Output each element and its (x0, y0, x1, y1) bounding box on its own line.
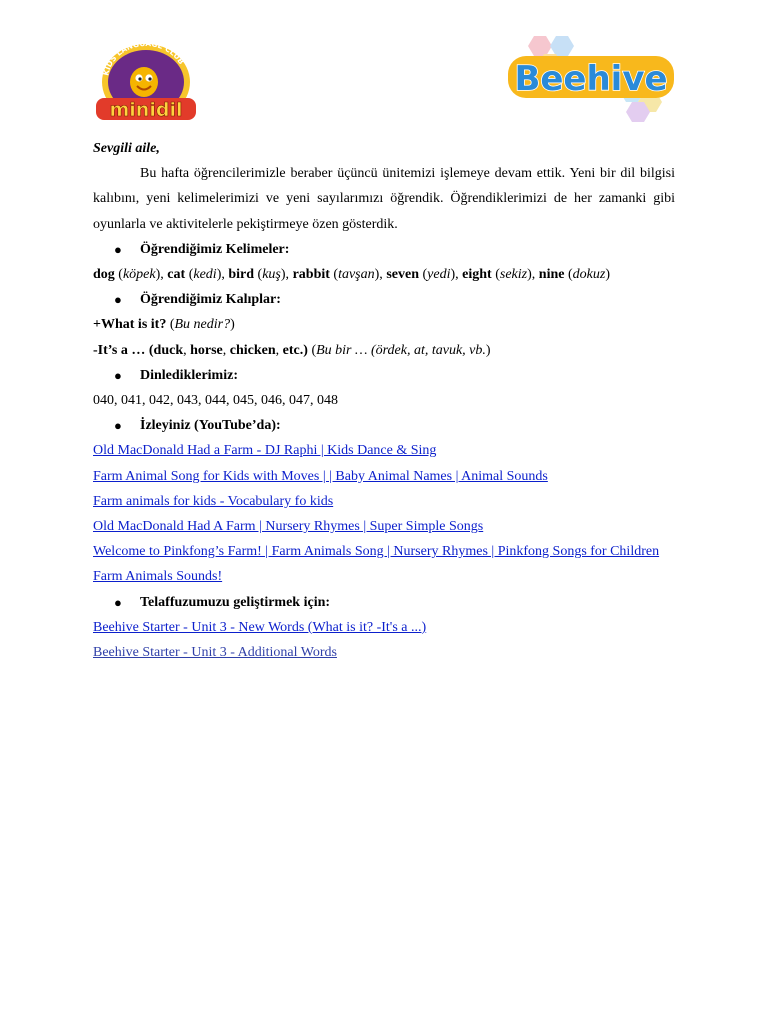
video-link-farm-animal-song[interactable]: Farm Animal Song for Kids with Moves | | Baby Animal Names | Animal Sounds (93, 468, 548, 484)
words-list: dog (köpek), cat (kedi), bird (kuş), rabbit (tavşan), seven (yedi), eight (sekiz), nine (dokuz) (93, 267, 610, 283)
pattern-answer: -It’s a … (duck, horse, chicken, etc.) (Bu bir … (ördek, at, tavuk, vb.) (93, 342, 491, 358)
beehive-logo (506, 34, 678, 124)
letter-body (93, 136, 675, 665)
pronunciation-heading: ● Telaffuzumuzu geliştirmek için: (93, 590, 675, 615)
minidil-logo (92, 38, 200, 122)
video-link-pinkfong-farm[interactable]: Welcome to Pinkfong’s Farm! | Farm Animals Song | Nursery Rhymes | Pinkfong Songs for Children (93, 544, 660, 560)
bullet-icon: ● (114, 292, 122, 308)
video-link-farm-animals-vocabulary[interactable]: Farm animals for kids - Vocabulary fo kids (93, 493, 334, 509)
pronunciation-link-additional-words[interactable]: Beehive Starter - Unit 3 - Additional Words (93, 645, 337, 661)
bullet-icon: ● (114, 594, 122, 610)
bullet-icon: ● (114, 418, 122, 434)
intro-paragraph: Bu hafta öğrencilerimizle beraber üçüncü ünitemizi işlemeye devam ettik. Yeni bir dil bilgisi kalıbını, yeni kelimelerimizi ve yeni sayılarımızı öğrendik. Öğrendiklerimizi de her zamanki gibi oyunlarla ve aktivitelerle pekiştirmeye özen gösterdik. (93, 166, 675, 232)
patterns-heading: ● Öğrendiğimiz Kalıplar: (93, 287, 675, 312)
listening-tracks: 040, 041, 042, 043, 044, 045, 046, 047, 048 (93, 393, 338, 409)
words-heading: ● Öğrendiğimiz Kelimeler: (93, 237, 675, 262)
bullet-icon: ● (114, 241, 122, 257)
svg-text:KIDS LANGUAGE CLUB: KIDS LANGUAGE CLUB (101, 38, 187, 77)
svg-text:Beehive: Beehive (514, 59, 668, 99)
listening-heading: ● Dinlediklerimiz: (93, 363, 675, 388)
video-link-old-macdonald-super-simple[interactable]: Old MacDonald Had A Farm | Nursery Rhymes | Super Simple Songs (93, 519, 484, 535)
pronunciation-link-new-words[interactable]: Beehive Starter - Unit 3 - New Words (What is it? -It's a ...) (93, 619, 427, 635)
video-link-old-macdonald-dj-raphi[interactable]: Old MacDonald Had a Farm - DJ Raphi | Kids Dance & Sing (93, 443, 437, 459)
svg-text:minidil: minidil (109, 99, 183, 121)
watch-heading: ● İzleyiniz (YouTube’da): (93, 413, 675, 438)
greeting: Sevgili aile, (93, 141, 160, 156)
pattern-question: +What is it? (Bu nedir?) (93, 317, 235, 333)
video-link-farm-animals-sounds[interactable]: Farm Animals Sounds! (93, 569, 223, 585)
bullet-icon: ● (114, 367, 122, 383)
